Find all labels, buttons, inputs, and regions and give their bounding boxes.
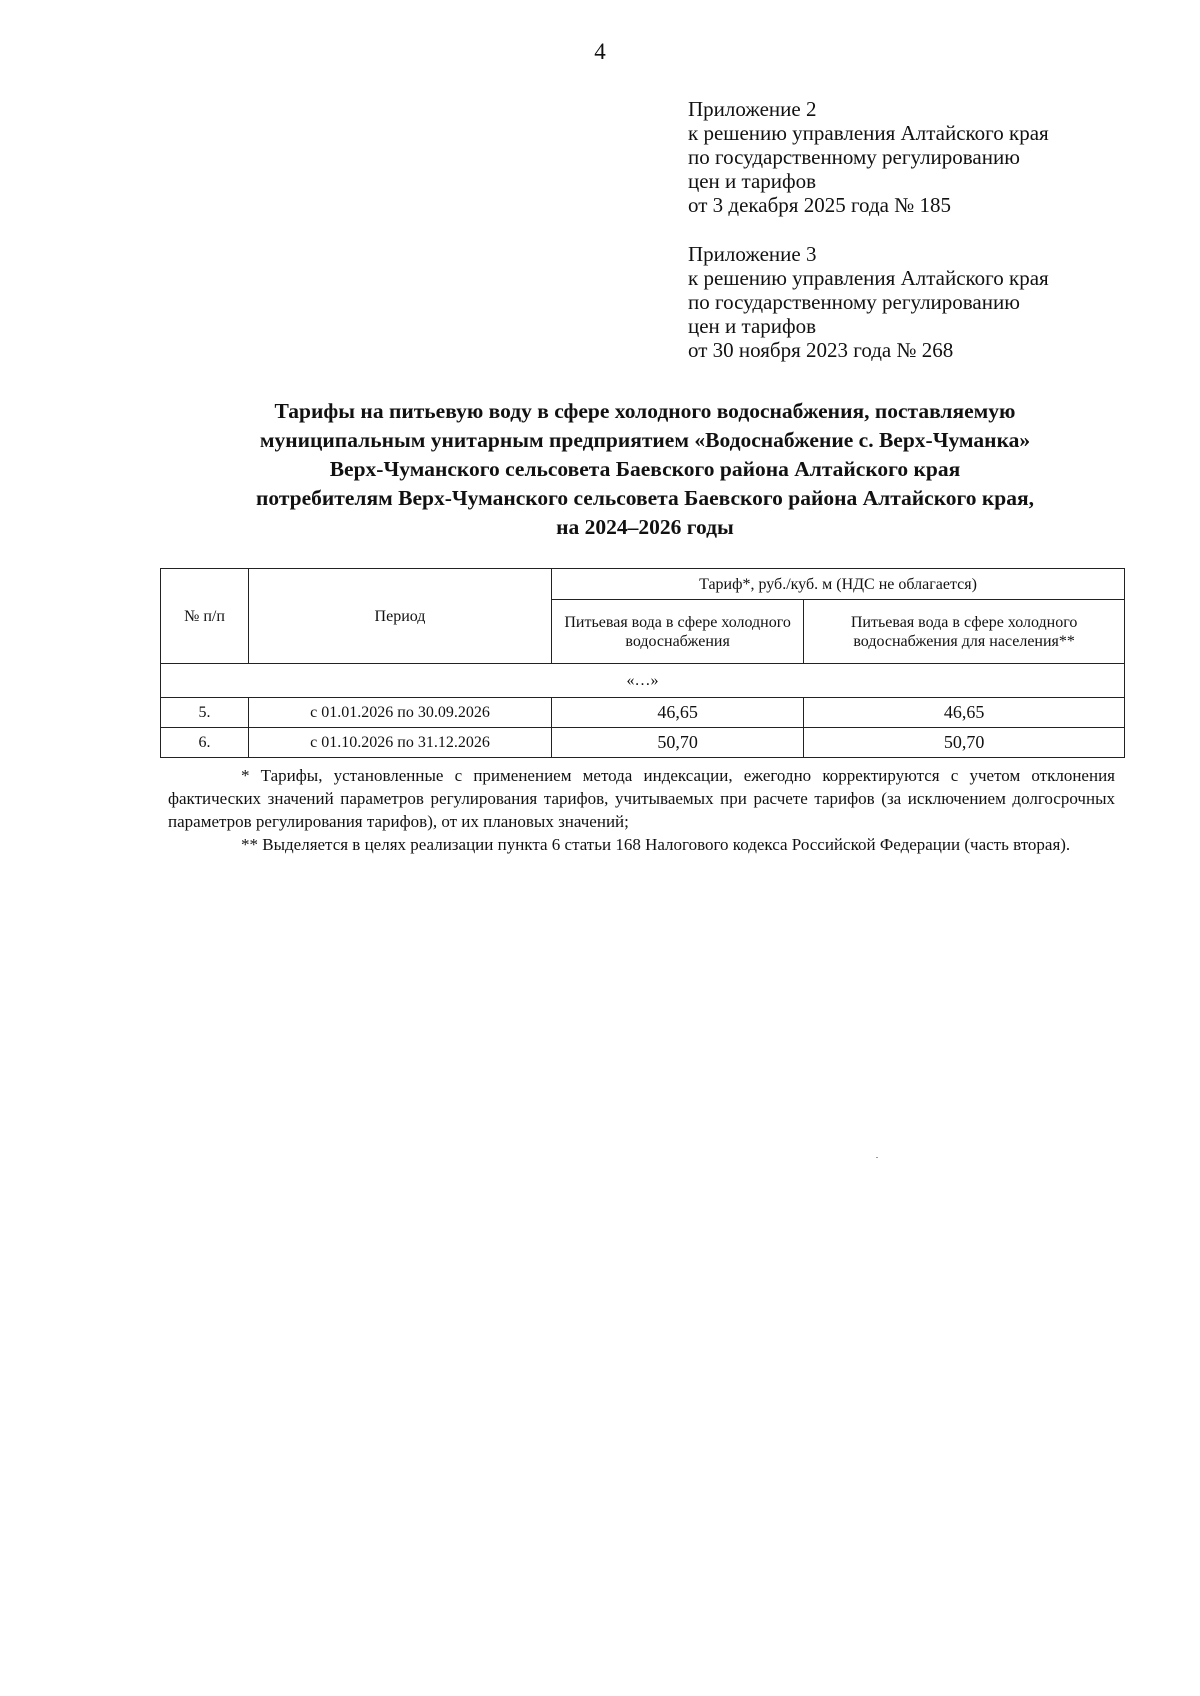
appendix-2-line: по государственному регулированию <box>688 145 1020 169</box>
table-header-row <box>161 569 1125 600</box>
row-cold-water-tariff: 50,70 <box>552 728 804 758</box>
footnotes <box>168 764 1115 856</box>
appendix-3-line: цен и тарифов <box>688 314 817 338</box>
title-line: Верх-Чуманского сельсовета Баевского района Алтайского края <box>329 457 961 481</box>
table-row <box>161 698 1125 728</box>
appendix-3-line: по государственному регулированию <box>688 290 1020 314</box>
appendix-2-block <box>688 97 1158 217</box>
row-period: с 01.10.2026 по 31.12.2026 <box>249 728 552 758</box>
footnote-1: * Тарифы, установленные с применением метода индексации, ежегодно корректируются с учетом отклонения фактических значений параметров регулирования тарифов, учитываемых при расчете тарифов (за исключением долгосрочных параметров регулирования тарифов), от их плановых значений; <box>168 766 1115 831</box>
row-population-tariff: 46,65 <box>804 698 1125 728</box>
header-num: № п/п <box>161 569 249 664</box>
appendix-2-line: цен и тарифов <box>688 169 817 193</box>
header-period: Период <box>249 569 552 664</box>
appendix-2-date: от 3 декабря 2025 года № 185 <box>688 193 951 217</box>
title-line: муниципальным унитарным предприятием «Водоснабжение с. Верх-Чуманка» <box>259 428 1031 452</box>
header-tariff-group: Тариф*, руб./куб. м (НДС не облагается) <box>552 569 1125 600</box>
row-num: 5. <box>161 698 249 728</box>
ellipsis-cell: «…» <box>161 664 1125 698</box>
appendix-2-line: к решению управления Алтайского края <box>688 121 1049 145</box>
table-ellipsis-row <box>161 664 1125 698</box>
scan-speck <box>876 1157 878 1158</box>
appendix-3-block <box>688 242 1158 362</box>
document-title <box>150 397 1140 542</box>
title-line: потребителям Верх-Чуманского сельсовета Баевского района Алтайского края, <box>255 486 1035 510</box>
appendix-2-heading: Приложение 2 <box>688 97 817 121</box>
row-num: 6. <box>161 728 249 758</box>
header-cold-water: Питьевая вода в сфере холодного водоснабжения <box>552 600 804 664</box>
appendix-3-heading: Приложение 3 <box>688 242 817 266</box>
row-population-tariff: 50,70 <box>804 728 1125 758</box>
title-line: Тарифы на питьевую воду в сфере холодного водоснабжения, поставляемую <box>274 399 1016 423</box>
row-cold-water-tariff: 46,65 <box>552 698 804 728</box>
appendix-3-line: к решению управления Алтайского края <box>688 266 1049 290</box>
row-period: с 01.01.2026 по 30.09.2026 <box>249 698 552 728</box>
table-row <box>161 728 1125 758</box>
tariff-table <box>160 568 1125 758</box>
footnote-2: ** Выделяется в целях реализации пункта 6 статьи 168 Налогового кодекса Российской Федерации (часть вторая). <box>241 835 1071 854</box>
appendix-3-date: от 30 ноября 2023 года № 268 <box>688 338 954 362</box>
title-line: на 2024–2026 годы <box>556 515 734 539</box>
page-number: 4 <box>594 39 606 64</box>
header-population: Питьевая вода в сфере холодного водоснабжения для населения** <box>804 600 1125 664</box>
